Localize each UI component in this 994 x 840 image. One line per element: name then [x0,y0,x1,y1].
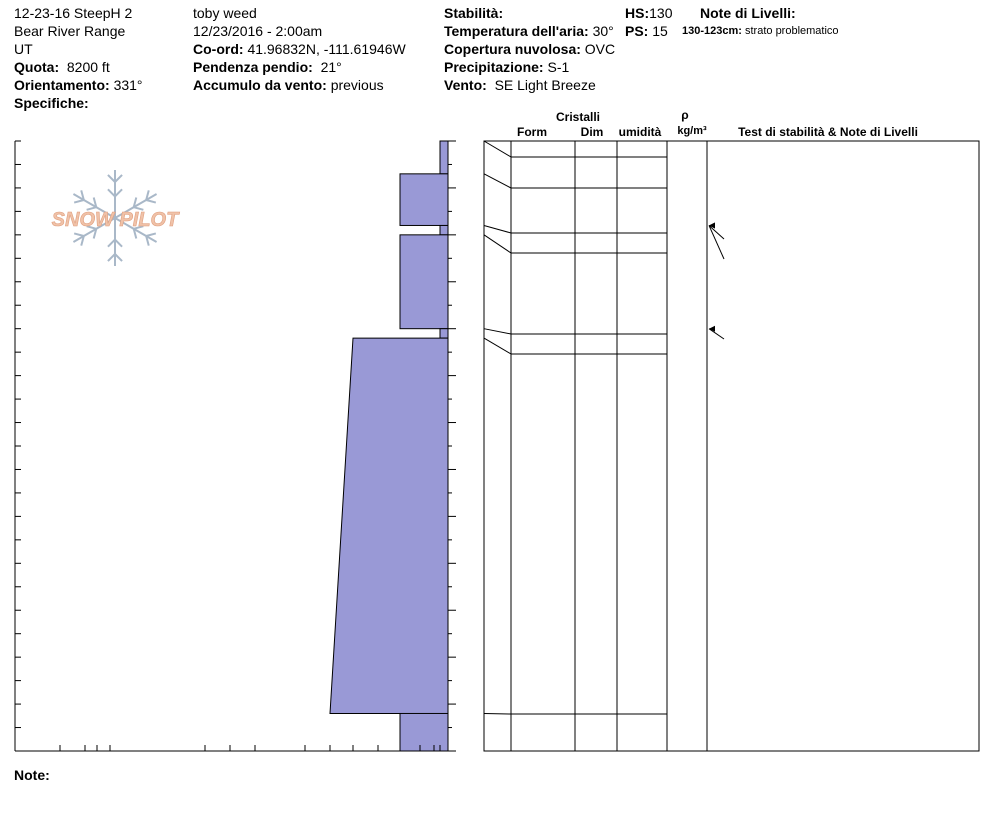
air-temperature: Temperatura dell'aria: 30° [444,23,614,39]
snowpilot-logo [52,170,180,266]
state-name: UT [14,41,33,57]
dim-header: Dim [580,125,604,139]
snowflake-branch [115,254,122,261]
stability: Stabilità: [444,5,504,21]
coordinates: Co-ord: 41.96832N, -111.61946W [193,41,406,57]
snowflake-branch [74,233,84,236]
snowflake-branch [108,189,115,196]
slope-angle: Pendenza pendio: 21° [193,59,342,75]
humidity-header: umidità [618,125,662,139]
layer-note-entry: 130-123cm: strato problematico [682,25,839,37]
snowflake-branch [115,240,122,247]
layer-connector [484,235,511,253]
rho-header: ρ [681,108,689,122]
snowflake-branch [108,175,115,182]
layer-connector [484,174,511,188]
test-pointer-line [709,329,724,339]
layer-connector [484,338,511,354]
snowflake-branch [115,189,122,196]
ps: PS: 15 [625,23,668,39]
hardness-layer [400,235,448,329]
hs: HS:130 [625,5,673,21]
table-header [517,108,918,139]
hardness-layer [400,713,448,751]
hardness-bars [330,141,448,751]
hardness-layer [440,329,448,338]
test-pointer-line [709,225,724,259]
hardness-layer [440,141,448,174]
layer-notes-title: Note di Livelli: [700,5,796,21]
layer-connector [484,713,511,714]
layer-connector [484,141,511,157]
snowflake-branch [146,233,156,236]
datetime: 12/23/2016 - 2:00am [193,23,323,39]
range-name: Bear River Range [14,23,126,39]
aspect: Orientamento: 331° [14,77,143,93]
snowflake-branch [146,200,156,203]
hardness-layer [440,225,448,234]
tests-header: Test di stabilità & Note di Livelli [738,125,918,139]
precipitation: Precipitazione: S-1 [444,59,570,75]
snowflake-branch [115,175,122,182]
stability-tests [709,222,724,339]
density-unit-header: kg/m³ [677,125,707,137]
wind-loading: Accumulo da vento: previous [193,77,384,93]
layer-table [484,141,979,751]
note-label: Note: [14,767,50,783]
wind: Vento: SE Light Breeze [444,77,596,93]
layer-connector [484,329,511,334]
pit-title: 12-23-16 SteepH 2 [14,5,133,21]
cloud-cover: Copertura nuvolosa: OVC [444,41,616,57]
specifics: Specifiche: [14,95,89,111]
test-pointer-line [709,225,724,239]
snowflake-branch [108,254,115,261]
observer: toby weed [193,5,257,21]
form-header: Form [517,125,547,139]
hardness-layer [400,174,448,226]
snowflake-branch [74,200,84,203]
logo-text: SNOW PILOT [51,209,179,231]
layer-connector [484,225,511,233]
elevation: Quota: 8200 ft [14,59,110,75]
crystals-header: Cristalli [555,110,601,124]
hardness-layer [330,338,448,713]
snowflake-branch [108,240,115,247]
